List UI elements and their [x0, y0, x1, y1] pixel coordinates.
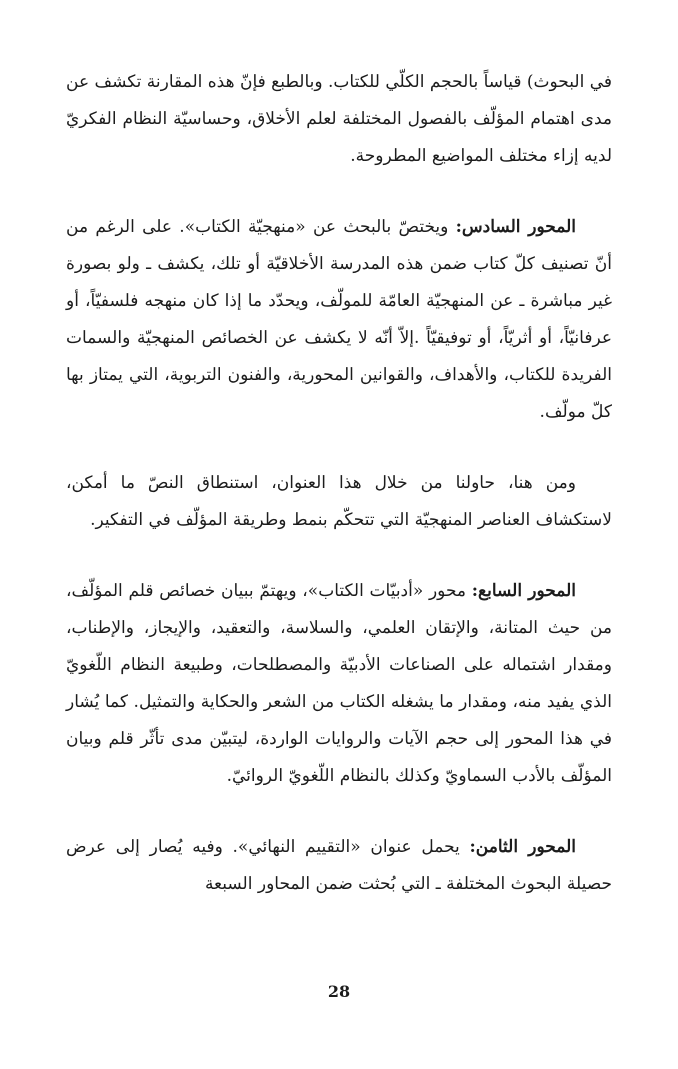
paragraph-continuation — [66, 64, 612, 175]
paragraph-text: محور «أدبيّات الكتاب»، ويهتمّ ببيان خصائص قلم المؤلّف، من حيث المتانة، والإتقان العلمي، والسلاسة، والتعقيد، والإيجاز، والإطناب، ومقدار اشتماله على الصناعات الأدبيّة والمصطلحات، وطبيعة النظام اللّغويّ الذي يفيد منه، ومقدار ما يشغله الكتاب من الشعر والحكاية والتمثيل. كما يُشار في هذا المحور إلى حجم الآيات والروايات الواردة، ليتبيّن مدى تأثّر قلم وبيان المؤلّف بالأدب السماويّ وكذلك بالنظام اللّغويّ الروائيّ. — [66, 581, 612, 786]
axis-heading: المحور السابع: — [471, 581, 576, 601]
paragraph-axis-eight — [66, 829, 612, 903]
axis-heading: المحور الثامن: — [469, 837, 576, 857]
paragraph-approach — [66, 465, 612, 539]
page-number: 28 — [327, 982, 351, 1001]
paragraph-text: في البحوث) قياساً بالحجم الكلّي للكتاب. وبالطبع فإنّ هذه المقارنة تكشف عن مدى اهتمام المؤلّف بالفصول المختلفة لعلم الأخلاق، وحساسيّة النظام الفكريّ لديه إزاء مختلف المواضيع المطروحة. — [66, 72, 612, 166]
body-text — [66, 64, 612, 903]
paragraph-axis-seven — [66, 573, 612, 795]
paragraph-text: ومن هنا، حاولنا من خلال هذا العنوان، استنطاق النصّ ما أمكن، لاستكشاف العناصر المنهجيّة التي تتحكّم بنمط وطريقة المؤلّف في التفكير. — [66, 473, 612, 530]
paragraph-text: يحمل عنوان «التقييم النهائي». وفيه يُصار إلى عرض حصيلة البحوث المختلفة ـ التي بُحثت ضمن المحاور السبعة — [66, 837, 612, 894]
paragraph-axis-six — [66, 209, 612, 431]
axis-heading: المحور السادس: — [455, 217, 576, 237]
paragraph-text: ويختصّ بالبحث عن «منهجيّة الكتاب». على الرغم من أنّ تصنيف كلّ كتاب ضمن هذه المدرسة الأخلاقيّة أو تلك، يكشف ـ ولو بصورة غير مباشرة ـ عن المنهجيّة العامّة للمولّف، ويحدّد ما إذا كان منهجه فلسفيّاً، أو عرفانيّاً، أو أثريّاً، أو توفيقيّاً .إلاّ أنّه لا يكشف عن الخصائص المنهجيّة والسمات الفريدة للكتاب، والأهداف، والقوانين المحورية، والفنون التربوية، التي يمتاز بها كلّ مولّف. — [66, 217, 612, 422]
